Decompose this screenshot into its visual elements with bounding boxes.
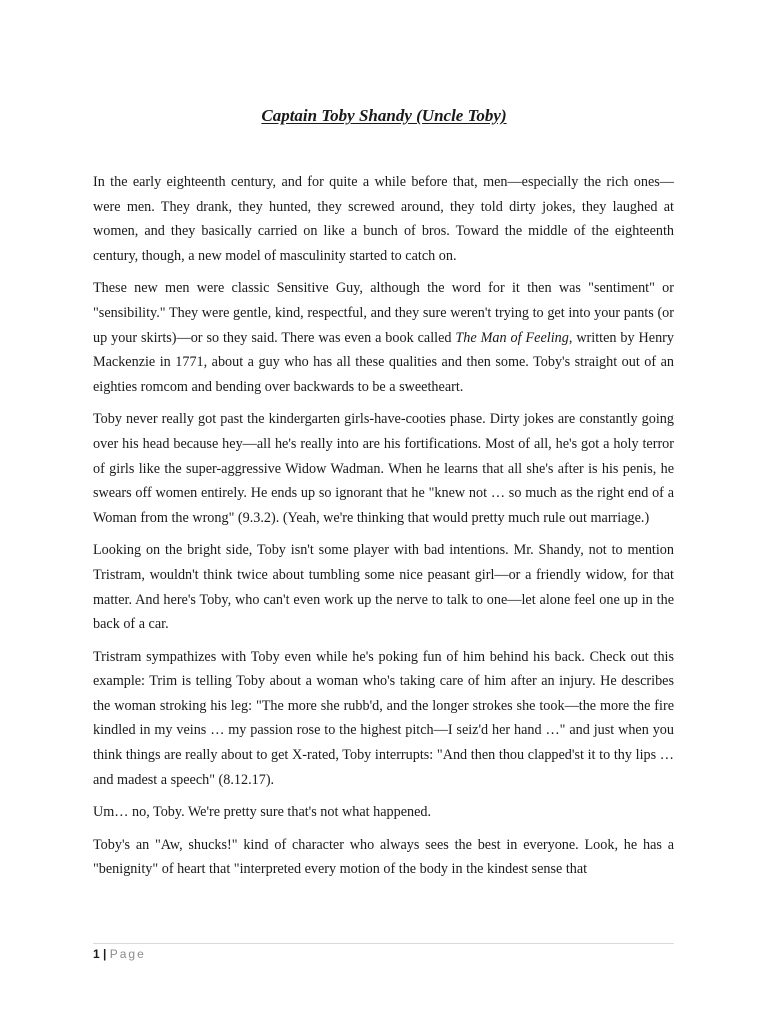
paragraph-text: Toby never really got past the kindergarten girls-have-cooties phase. Dirty jokes are constantly going over his head because hey—all he's really into are his fortifications. Most of all, he's got a holy terror of girls like the super-aggressive Widow Wadman. When he learns that all she's after is his penis, he swears off women entirely. He ends up so ignorant that he "knew not … so much as the right end of a Woman from the wrong" (9.3.2). (Yeah, we're thinking that would pretty much rule out marriage.) bbox=[93, 411, 674, 526]
paragraph bbox=[93, 833, 674, 882]
body-text bbox=[93, 170, 674, 882]
page-number: 1 bbox=[93, 947, 100, 961]
paragraph-text: In the early eighteenth century, and for quite a while before that, men—especially the rich ones—were men. They drank, they hunted, they screwed around, they told dirty jokes, they laughed at women, and they basically carried on like a bunch of bros. Toward the middle of the eighteenth century, though, a new model of masculinity started to catch on. bbox=[93, 174, 674, 264]
paragraph bbox=[93, 276, 674, 399]
page-footer bbox=[93, 947, 146, 961]
book-title: The Man of Feeling bbox=[455, 329, 569, 346]
paragraph-text: , written by Henry Mackenzie in 1771, about a guy who has all these qualities and then some. Toby's straight out of an eighties romcom and bending over backwards to be a sweetheart. bbox=[93, 329, 674, 395]
page-title: Captain Toby Shandy (Uncle Toby) bbox=[261, 106, 507, 125]
paragraph-text: Looking on the bright side, Toby isn't some player with bad intentions. Mr. Shandy, not to mention Tristram, wouldn't think twice about tumbling some nice peasant girl—or a friendly widow, for that matter. And here's Toby, who can't even work up the nerve to talk to one—let alone feel one up in the back of a car. bbox=[93, 542, 674, 633]
paragraph bbox=[93, 170, 674, 268]
paragraph bbox=[93, 538, 674, 636]
paragraph-text: These new men were classic Sensitive Guy, although the word for it then was "sentiment" or "sensibility." They were gentle, kind, respectful, and they sure weren't trying to get into your pants (or up your skirts)—or so they said. There was even a book called bbox=[93, 280, 674, 346]
footer-divider bbox=[93, 943, 674, 944]
page-label: Page bbox=[109, 947, 146, 961]
paragraph-text: Um… no, Toby. We're pretty sure that's not what happened. bbox=[93, 804, 432, 821]
paragraph bbox=[93, 407, 674, 530]
paragraph-text: Toby's an "Aw, shucks!" kind of character who always sees the best in everyone. Look, he has a "benignity" of heart that "interpreted every motion of the body in the kindest sense that bbox=[93, 836, 674, 878]
paragraph-text: Tristram sympathizes with Toby even while he's poking fun of him behind his back. Check out this example: Trim is telling Toby about a woman who's taking care of him after an injury. He describes the woman stroking his leg: "The more she rubb'd, and the longer strokes she took—the more the fire kindled in my veins … my passion rose to the highest pitch—I seiz'd her hand …" and just when you think things are really about to get X-rated, Toby interrupts: "And then thou clapped'st it to thy lips … and madest a speech" (8.12.17). bbox=[93, 648, 674, 788]
footer-separator: | bbox=[103, 947, 107, 961]
paragraph bbox=[93, 645, 674, 793]
paragraph bbox=[93, 800, 674, 825]
